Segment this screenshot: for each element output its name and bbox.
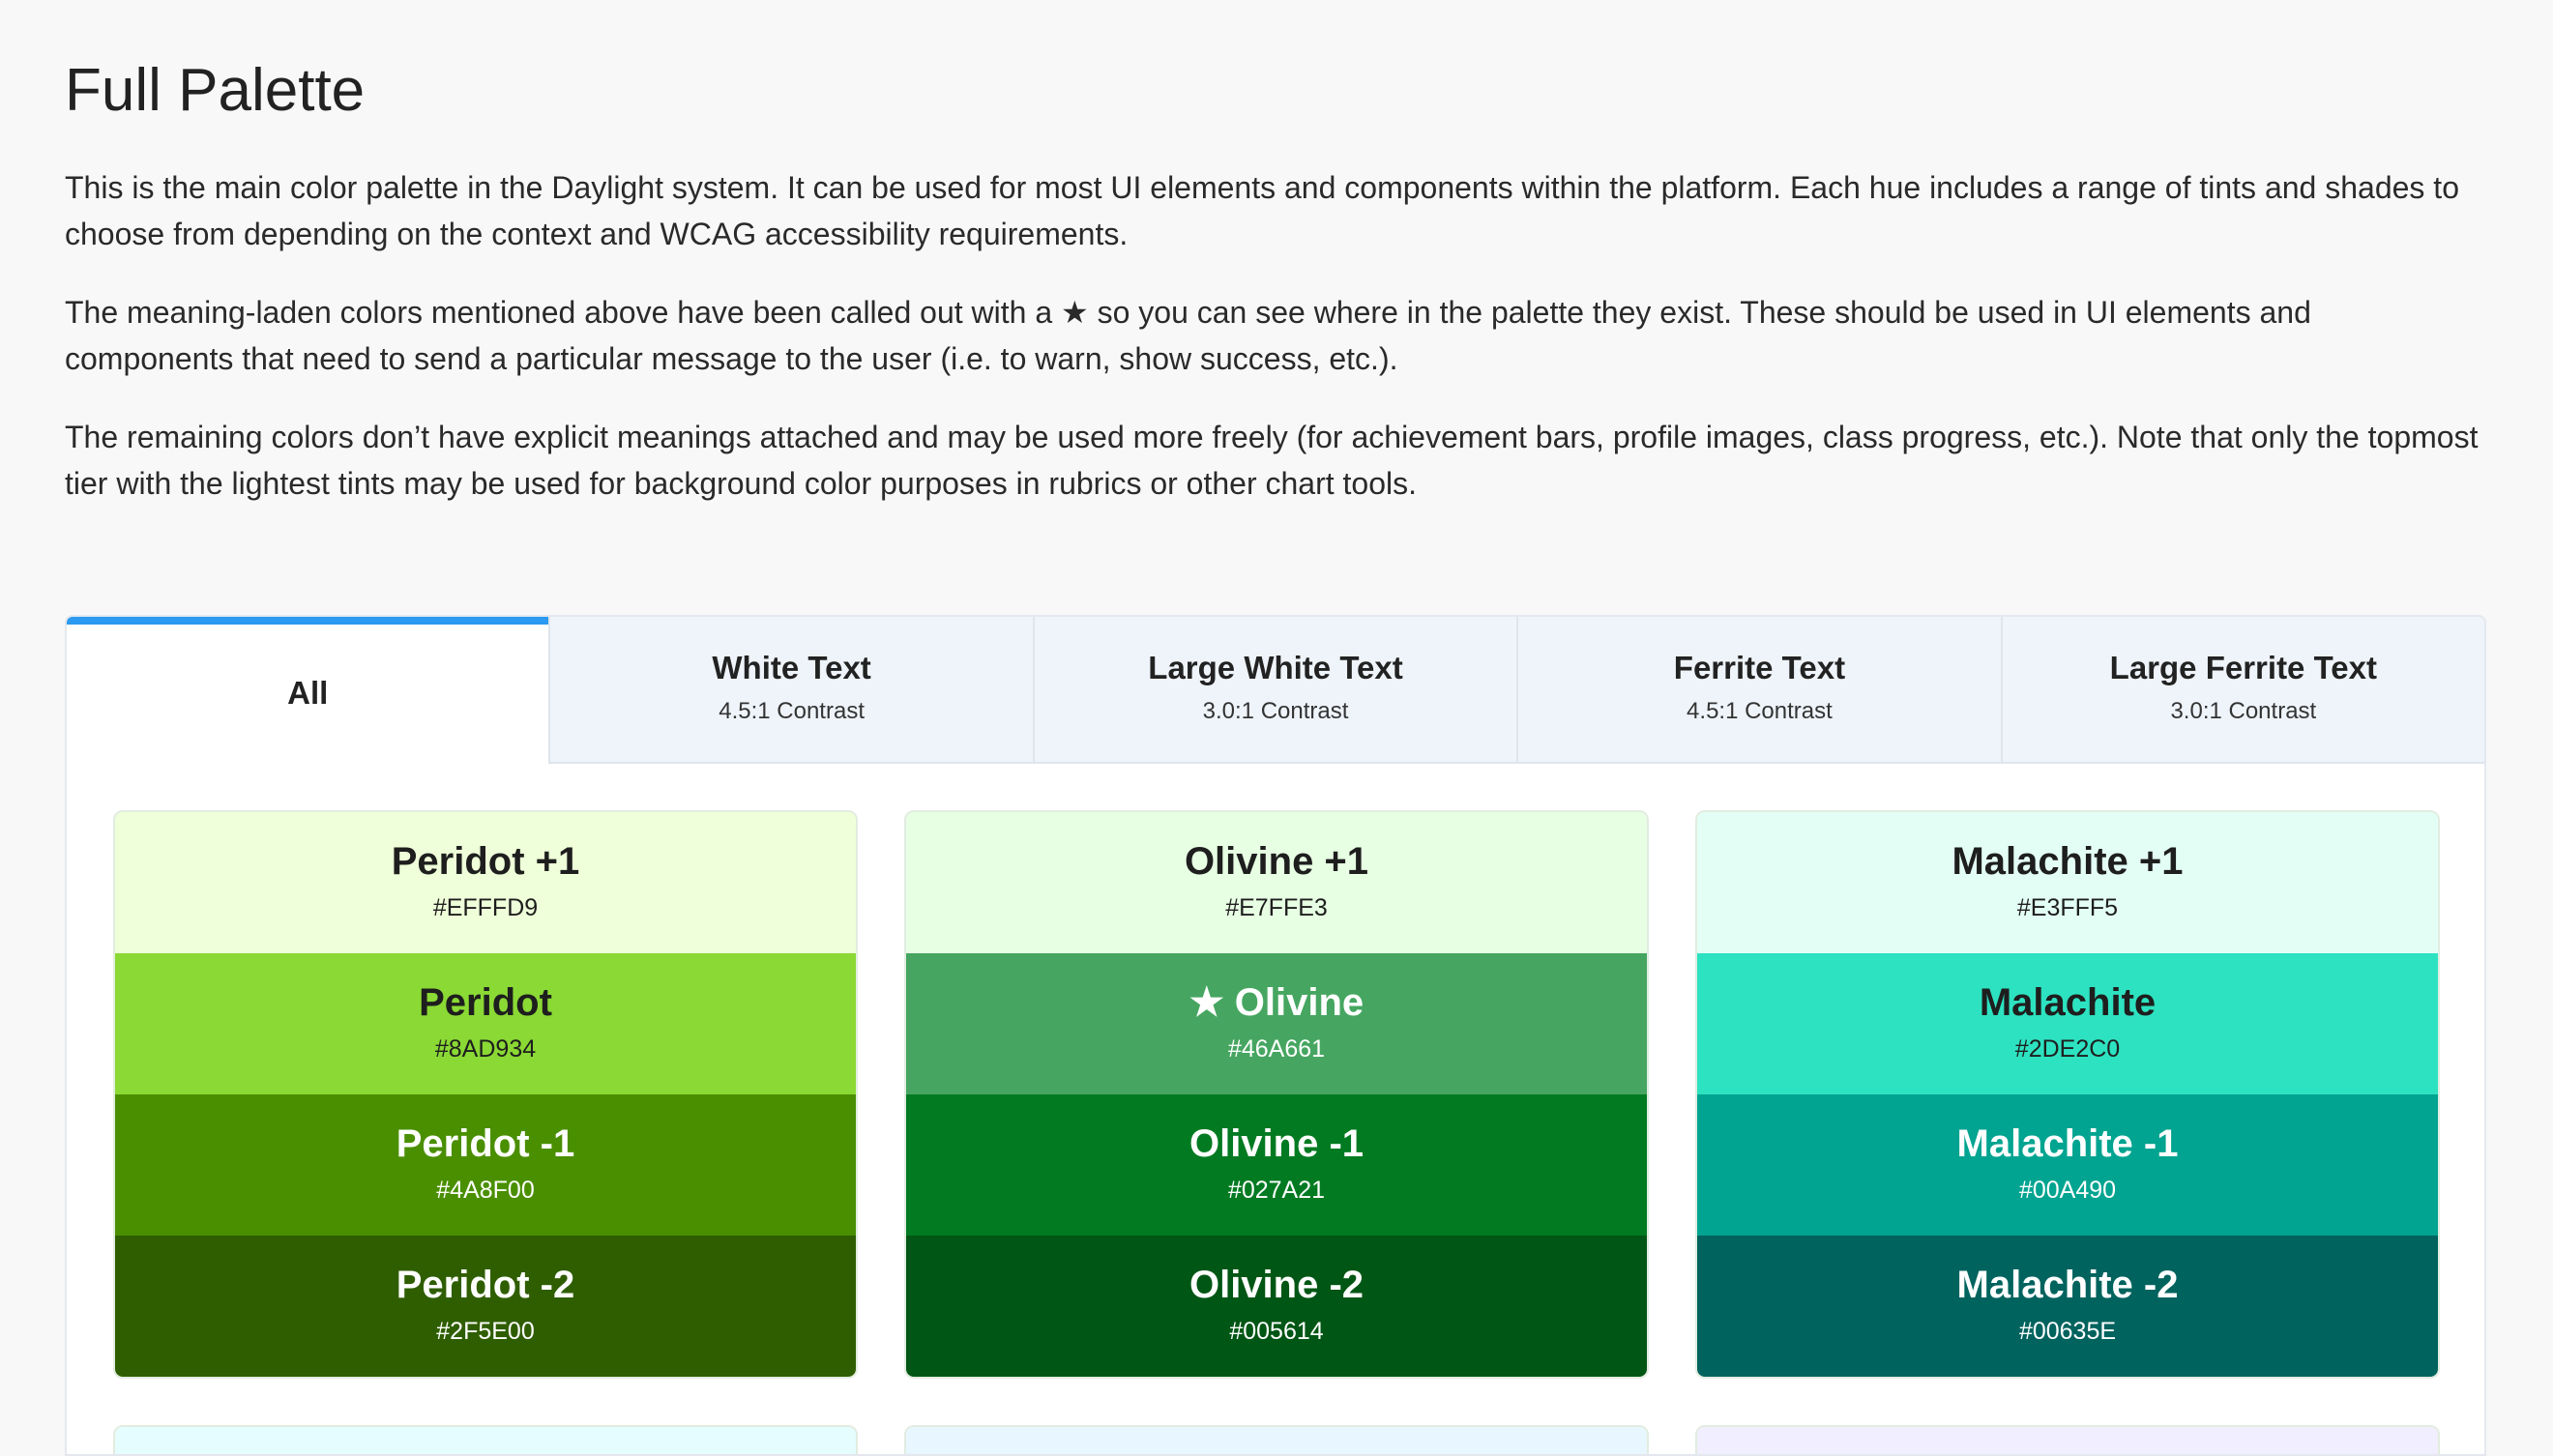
swatch-hex: #00635E (2018, 1318, 2117, 1345)
swatch-next-row-2[interactable] (906, 1427, 1647, 1456)
color-card-malachite (1695, 810, 2440, 1379)
swatch-name: Peridot -2 (396, 1264, 575, 1306)
tab-contrast-ratio: 3.0:1 Contrast (2170, 698, 2317, 724)
swatch-olivine-minus1[interactable] (906, 1094, 1647, 1236)
swatch-name: Peridot (419, 981, 552, 1024)
swatch-malachite[interactable] (1697, 953, 2438, 1094)
swatch-hex: #027A21 (1227, 1177, 1326, 1204)
contrast-tabs (67, 617, 2484, 764)
tab-label: White Text (712, 650, 871, 685)
swatch-hex: #E7FFE3 (1225, 894, 1328, 921)
swatch-name: ★ Olivine (1188, 981, 1365, 1024)
color-card-olivine (904, 810, 1649, 1379)
swatch-name: Malachite -1 (1956, 1122, 2179, 1165)
swatch-peridot-plus1[interactable] (115, 812, 856, 953)
swatch-next-row-1[interactable] (115, 1427, 856, 1456)
tab-large-white-text[interactable] (1033, 617, 1516, 764)
swatch-peridot-minus2[interactable] (115, 1236, 856, 1377)
page-title: Full Palette (65, 57, 366, 124)
swatch-name: Olivine -1 (1188, 1122, 1365, 1165)
page-content (65, 0, 2488, 507)
swatch-hex: #46A661 (1227, 1035, 1326, 1063)
swatch-peridot-minus1[interactable] (115, 1094, 856, 1236)
tab-label: Large White Text (1148, 650, 1403, 685)
swatch-hex: #2F5E00 (436, 1318, 535, 1345)
swatch-name: Malachite (1979, 981, 2157, 1024)
color-card-next-3 (1695, 1425, 2440, 1456)
swatch-hex: #4A8F00 (436, 1177, 535, 1204)
color-card-peridot (113, 810, 858, 1379)
swatch-olivine[interactable] (906, 953, 1647, 1094)
swatch-hex: #00A490 (2018, 1177, 2117, 1204)
palette-panel (65, 615, 2486, 1456)
tab-contrast-ratio: 3.0:1 Contrast (1202, 698, 1349, 724)
color-card-next-1 (113, 1425, 858, 1456)
tab-all[interactable] (67, 617, 548, 764)
tab-large-ferrite-text[interactable] (2001, 617, 2484, 764)
swatch-olivine-plus1[interactable] (906, 812, 1647, 953)
swatch-next-row-3[interactable] (1697, 1427, 2438, 1456)
swatch-name: Olivine +1 (1184, 840, 1369, 883)
swatch-malachite-minus2[interactable] (1697, 1236, 2438, 1377)
tab-contrast-ratio: 4.5:1 Contrast (1687, 698, 1833, 724)
swatch-name: Peridot +1 (391, 840, 580, 883)
swatch-hex: #E3FFF5 (2016, 894, 2119, 921)
swatch-peridot[interactable] (115, 953, 856, 1094)
swatch-name: Malachite -2 (1956, 1264, 2179, 1306)
swatch-malachite-plus1[interactable] (1697, 812, 2438, 953)
tab-contrast-ratio: 4.5:1 Contrast (719, 698, 865, 724)
swatch-name: Peridot -1 (396, 1122, 575, 1165)
swatch-hex: #EFFFD9 (432, 894, 539, 921)
tab-label: All (287, 675, 329, 711)
swatch-malachite-minus1[interactable] (1697, 1094, 2438, 1236)
tab-white-text[interactable] (548, 617, 1032, 764)
tab-label: Ferrite Text (1673, 650, 1846, 685)
tab-label: Large Ferrite Text (2109, 650, 2377, 685)
remaining-paragraph: The remaining colors don’t have explicit meanings attached and may be used more freely (for achievement bars, profile images, class progress, etc.). Note that only the topmost tier with the lightest tints may be used for background color purposes in rubrics or other chart tools. (65, 420, 2479, 501)
meaning-paragraph: The meaning-laden colors mentioned above have been called out with a ★ so you can see where in the palette they exist. These should be used in UI elements and components that need to send a particular message to the user (i.e. to warn, show success, etc.). (65, 295, 2311, 376)
tab-ferrite-text[interactable] (1516, 617, 2000, 764)
swatch-olivine-minus2[interactable] (906, 1236, 1647, 1377)
swatch-name: Malachite +1 (1951, 840, 2184, 883)
swatch-hex: #005614 (1229, 1318, 1324, 1345)
color-card-next-2 (904, 1425, 1649, 1456)
intro-paragraph: This is the main color palette in the Daylight system. It can be used for most UI elements and components within the platform. Each hue includes a range of tints and shades to choose from depending on the context and WCAG accessibility requirements. (65, 170, 2459, 251)
swatch-name: Olivine -2 (1188, 1264, 1365, 1306)
swatch-grid (113, 810, 2440, 1456)
swatch-hex: #2DE2C0 (2014, 1035, 2121, 1063)
swatch-hex: #8AD934 (434, 1035, 537, 1063)
